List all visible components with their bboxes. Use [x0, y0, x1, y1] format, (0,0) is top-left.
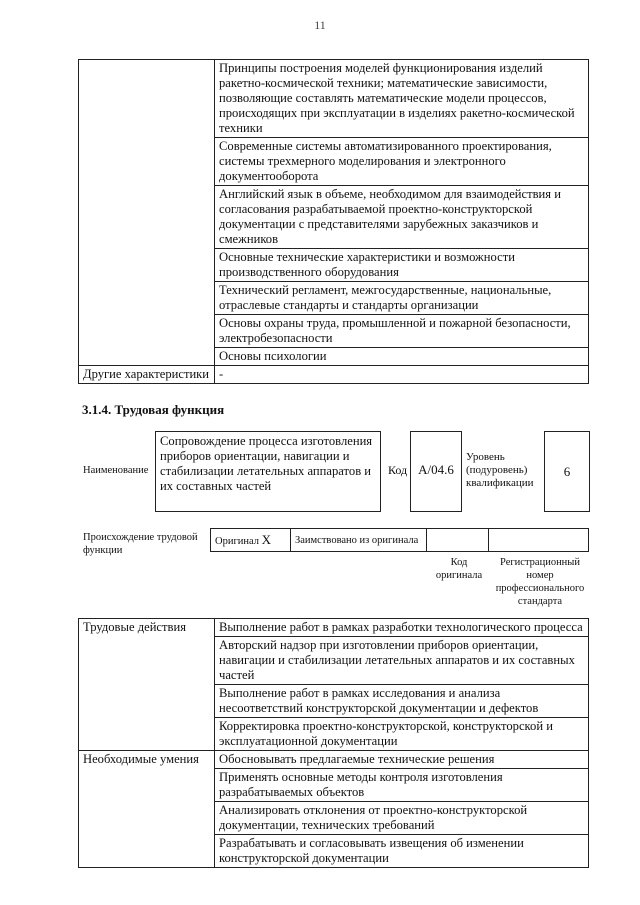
table-cell: Основы психологии — [215, 348, 589, 366]
code-label: Код — [388, 463, 408, 477]
page-number: 11 — [314, 18, 326, 32]
reg-number-caption: Регистрационный номер профессионального стандарта — [495, 557, 585, 607]
origin-label: Происхождение трудовой функции — [83, 532, 198, 556]
table-row — [79, 366, 589, 384]
original-cell — [211, 529, 291, 552]
original-mark: X — [261, 532, 272, 547]
code-box — [410, 431, 462, 512]
reg-number-cell — [489, 529, 589, 552]
table-cell: Авторский надзор при изготовлении приборов ориентации, навигации и стабилизации летательных аппаратов и их составных частей — [215, 637, 589, 685]
table-cell-label: Трудовые действия — [79, 619, 215, 751]
table-cell-label: Необходимые умения — [79, 751, 215, 868]
borrowed-cell: Заимствовано из оригинала — [291, 529, 427, 552]
table-row — [79, 60, 589, 138]
original-label: Оригинал — [215, 536, 259, 547]
table-cell: Анализировать отклонения от проектно-конструкторской документации, технических требований — [215, 802, 589, 835]
table-cell: Основы охраны труда, промышленной и пожарной безопасности, электробезопасности — [215, 315, 589, 348]
level-label: Уровень (подуровень) квалификации — [466, 451, 534, 489]
table-cell: Современные системы автоматизированного проектирования, системы трехмерного моделирования и электронного документооборота — [215, 138, 589, 186]
table-cell: Английский язык в объеме, необходимом для взаимодействия и согласования разрабатываемой проектно-конструкторской документации с представителями зарубежных заказчиков и смежников — [215, 186, 589, 249]
actions-table — [78, 618, 589, 868]
table-row — [79, 751, 589, 769]
table-cell: Разрабатывать и согласовывать извещения об изменении конструкторской документации — [215, 835, 589, 868]
code-original-caption: Код оригинала — [435, 557, 483, 581]
table-cell: Принципы построения моделей функционирования изделий ракетно-космической техники; математические зависимости, позволяющие составлять математические модели процессов, происходящих при эксплуатации в изделиях ракетно-космической техники — [215, 60, 589, 138]
level-box — [544, 431, 590, 512]
table-cell-label: Другие характеристики — [79, 366, 215, 384]
table-cell: Корректировка проектно-конструкторской, конструкторской и эксплуатационной документации — [215, 718, 589, 751]
section-heading: 3.1.4. Трудовая функция — [82, 402, 225, 417]
table-row — [79, 619, 589, 637]
table-cell: Обосновывать предлагаемые технические решения — [215, 751, 589, 769]
table-cell: Основные технические характеристики и возможности производственного оборудования — [215, 249, 589, 282]
knowledge-table — [78, 59, 589, 384]
table-cell: Выполнение работ в рамках разработки технологического процесса — [215, 619, 589, 637]
table-cell: - — [215, 366, 589, 384]
table-cell: Технический регламент, межгосударственные, национальные, отраслевые стандарты и стандарты организации — [215, 282, 589, 315]
origin-table — [210, 528, 589, 552]
function-name-box: Сопровождение процесса изготовления приборов ориентации, навигации и стабилизации летательных аппаратов и их составных частей — [155, 431, 381, 512]
table-cell: Выполнение работ в рамках исследования и анализа несоответствий конструкторской документации и дефектов — [215, 685, 589, 718]
code-original-cell — [427, 529, 489, 552]
name-label: Наименование — [83, 465, 149, 476]
level-value: 6 — [563, 464, 571, 479]
table-cell-left — [79, 60, 215, 366]
code-value: А/04.6 — [418, 462, 454, 477]
table-cell: Применять основные методы контроля изготовления разрабатываемых объектов — [215, 769, 589, 802]
